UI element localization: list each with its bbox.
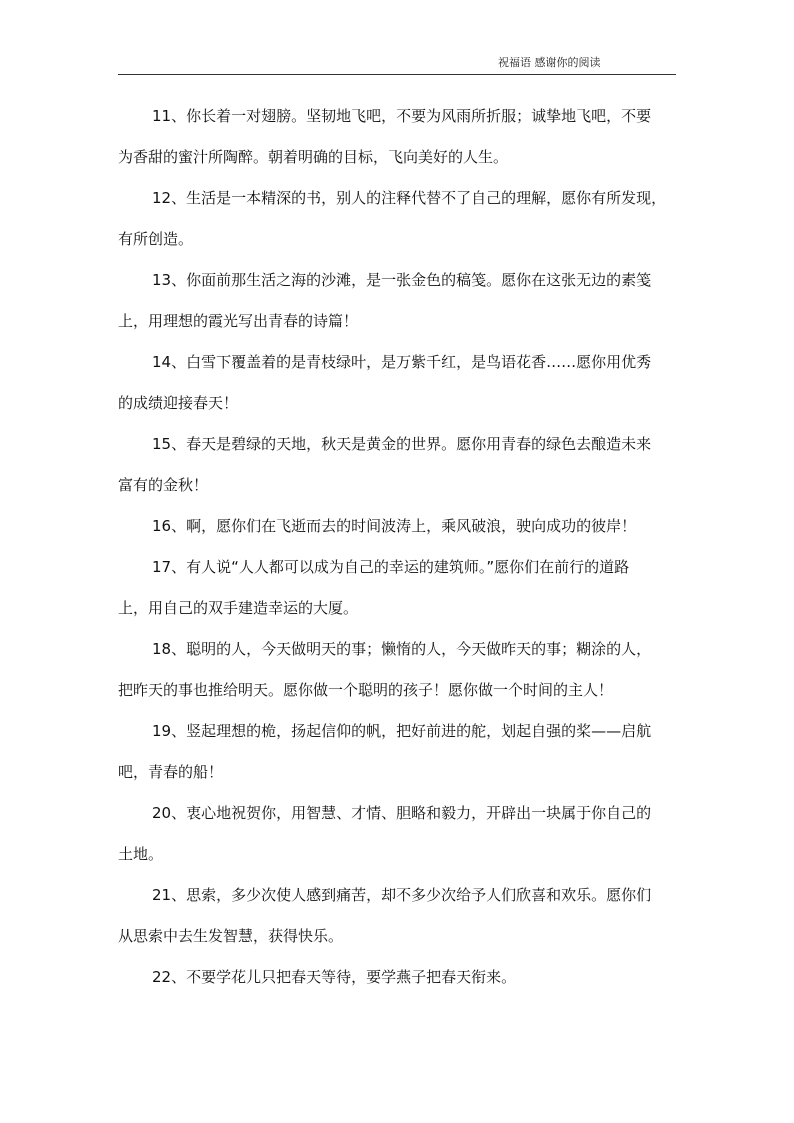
- paragraph-line: 富有的金秋！: [118, 476, 209, 494]
- paragraph-19: [118, 719, 678, 801]
- paragraph-line: 20、衷心地祝贺你，用智慧、才情、胆略和毅力，开辟出一块属于你自己的: [152, 804, 652, 822]
- paragraph-line: 上，用自己的双手建造幸运的大厦。: [118, 599, 359, 617]
- paragraph-line: 13、你面前那生活之海的沙滩，是一张金色的稿笺。愿你在这张无边的素笺: [152, 271, 652, 289]
- paragraph-12: [118, 186, 678, 268]
- header-text: 祝福语 感谢你的阅读: [498, 56, 601, 69]
- paragraph-20: [118, 801, 678, 883]
- paragraph-line: 17、有人说“人人都可以成为自己的幸运的建筑师。”愿你们在前行的道路: [152, 558, 630, 576]
- paragraph-16: [118, 514, 678, 555]
- paragraph-line: 12、生活是一本精深的书，别人的注释代替不了自己的理解，愿你有所发现，: [152, 189, 667, 207]
- paragraph-18: [118, 637, 678, 719]
- paragraph-line: 11、你长着一对翅膀。坚韧地飞吧，不要为风雨所折服；诚挚地飞吧，不要: [152, 107, 652, 125]
- document-body: [118, 104, 678, 1006]
- paragraph-line: 从思索中去生发智慧，获得快乐。: [118, 927, 344, 945]
- paragraph-14: [118, 350, 678, 432]
- paragraph-21: [118, 883, 678, 965]
- paragraph-line: 土地。: [118, 845, 164, 863]
- paragraph-15: [118, 432, 678, 514]
- paragraph-13: [118, 268, 678, 350]
- paragraph-22: [118, 965, 678, 1006]
- paragraph-line: 21、思索，多少次使人感到痛苦，却不多少次给予人们欣喜和欢乐。愿你们: [152, 886, 652, 904]
- paragraph-line: 19、竖起理想的桅，扬起信仰的帆，把好前进的舵，划起自强的桨——启航: [152, 722, 652, 740]
- paragraph-line: 为香甜的蜜汁所陶醉。朝着明确的目标，飞向美好的人生。: [118, 148, 509, 166]
- paragraph-line: 的成绩迎接春天！: [118, 394, 239, 412]
- paragraph-line: 16、啊，愿你们在飞逝而去的时间波涛上，乘风破浪，驶向成功的彼岸！: [152, 517, 637, 535]
- paragraph-line: 把昨天的事也推给明天。愿你做一个聪明的孩子！愿你做一个时间的主人！: [118, 681, 614, 699]
- paragraph-line: 14、白雪下覆盖着的是青枝绿叶，是万紫千红，是鸟语花香……愿你用优秀: [152, 353, 652, 371]
- paragraph-line: 15、春天是碧绿的天地，秋天是黄金的世界。愿你用青春的绿色去酿造未来: [152, 435, 652, 453]
- paragraph-17: [118, 555, 678, 637]
- paragraph-line: 上，用理想的霞光写出青春的诗篇！: [118, 312, 359, 330]
- paragraph-11: [118, 104, 678, 186]
- paragraph-line: 吧，青春的船！: [118, 763, 224, 781]
- paragraph-line: 22、不要学花儿只把春天等待，要学燕子把春天衔来。: [152, 968, 517, 986]
- paragraph-line: 18、聪明的人，今天做明天的事；懒惰的人，今天做昨天的事；糊涂的人，: [152, 640, 652, 658]
- page-header: [118, 56, 676, 75]
- paragraph-line: 有所创造。: [118, 230, 194, 248]
